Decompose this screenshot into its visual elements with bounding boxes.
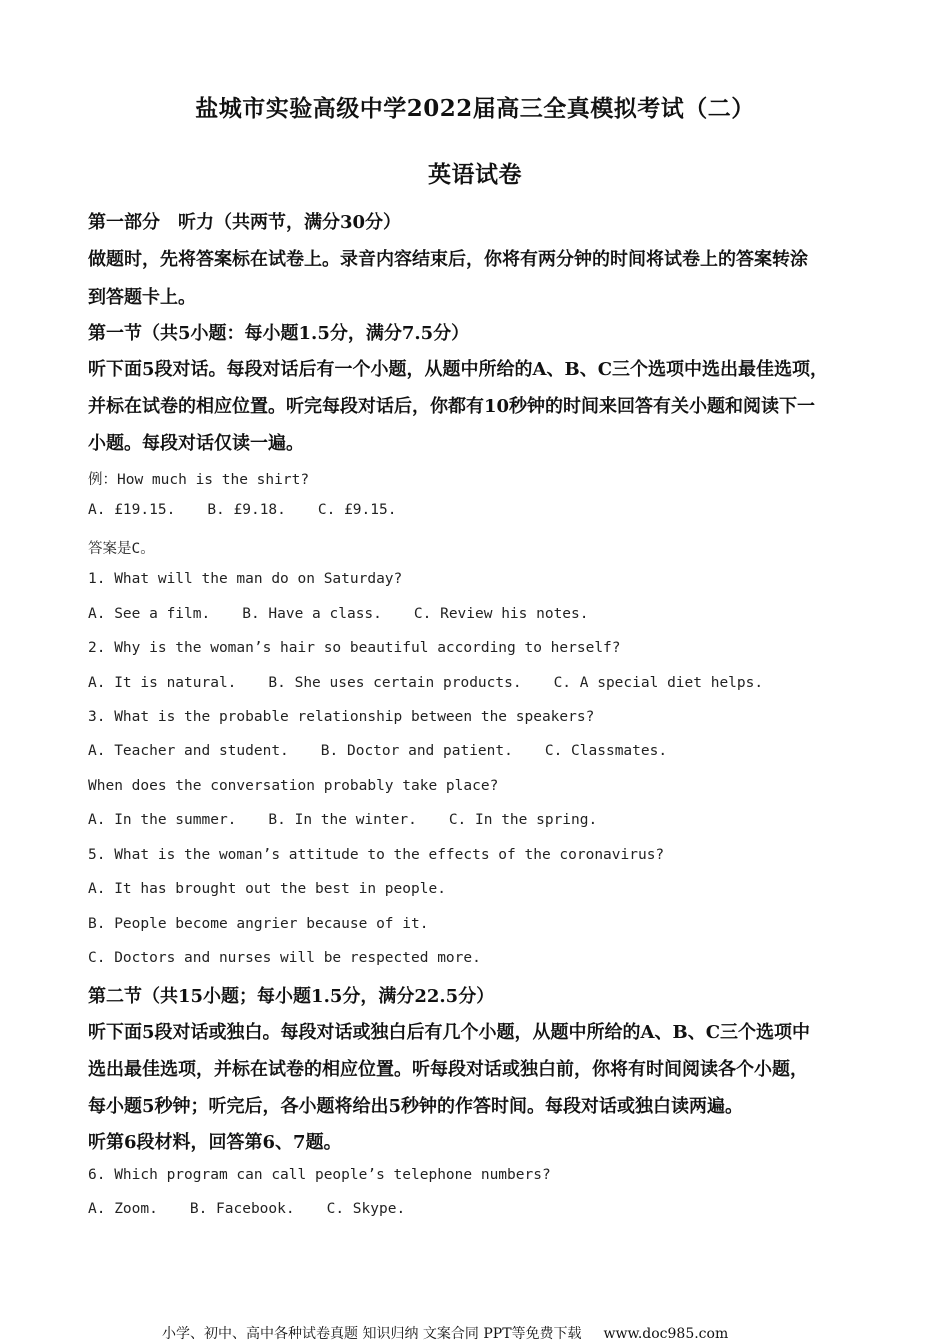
- option-c: C. Skype.: [326, 1201, 406, 1217]
- question-3: 3. What is the probable relationship between the speakers?: [88, 709, 595, 725]
- exam-subtitle: 英语试卷: [428, 161, 522, 188]
- option-b: B. She uses certain products.: [268, 675, 522, 691]
- option-b: B. Have a class.: [242, 606, 382, 622]
- option-a: A. In the summer.: [88, 812, 237, 828]
- question-5: 5. What is the woman’s attitude to the effects of the coronavirus?: [88, 847, 665, 863]
- option-a: A. Zoom.: [88, 1201, 158, 1217]
- question-6: 6. Which program can call people’s telephone numbers?: [88, 1167, 551, 1183]
- question-4: When does the conversation probably take place?: [88, 778, 499, 794]
- option-c: C. A special diet helps.: [553, 675, 764, 691]
- option-b: B. Doctor and patient.: [320, 743, 513, 759]
- question-2-options: [88, 675, 795, 691]
- question-3-options: [88, 743, 699, 759]
- footer-url[interactable]: www.doc985.com: [603, 1326, 729, 1342]
- question-4-options: [88, 812, 629, 828]
- footer-text: 小学、初中、高中各种试卷真题 知识归纳 文案合同 PPT等免费下载: [162, 1326, 582, 1342]
- example-question: 例：How much is the shirt?: [88, 472, 310, 488]
- page-footer: [162, 1323, 728, 1343]
- part1-heading: 第一部分 听力（共两节，满分30分）: [88, 212, 402, 233]
- section1-instruction-line: 并标在试卷的相应位置。听完每段对话后，你都有10秒钟的时间来回答有关小题和阅读下一: [88, 396, 816, 417]
- section1-instruction-line: 小题。每段对话仅读一遍。: [88, 433, 304, 454]
- option-a: A. Teacher and student.: [88, 743, 289, 759]
- question-5-option-c: C. Doctors and nurses will be respected more.: [88, 950, 481, 966]
- option-b: B. Facebook.: [189, 1201, 295, 1217]
- option-c: C. In the spring.: [448, 812, 598, 828]
- option-b: B. £9.18.: [207, 502, 286, 518]
- option-c: C. £9.15.: [317, 502, 397, 518]
- section1-instruction-line: 听下面5段对话。每段对话后有一个小题，从题中所给的A、B、C三个选项中选出最佳选项，: [88, 359, 829, 380]
- section2-instruction-line: 听下面5段对话或独白。每段对话或独白后有几个小题，从题中所给的A、B、C三个选项中: [88, 1022, 811, 1043]
- question-1-options: [88, 606, 621, 622]
- option-a: A. See a film.: [88, 606, 211, 622]
- section2-heading: 第二节（共15小题；每小题1.5分，满分22.5分）: [88, 986, 495, 1007]
- part1-instruction-line: 做题时，先将答案标在试卷上。录音内容结束后，你将有两分钟的时间将试卷上的答案转涂: [88, 249, 808, 270]
- section2-instruction-line: 每小题5秒钟；听完后，各小题将给出5秒钟的作答时间。每段对话或独白读两遍。: [88, 1096, 744, 1117]
- material-6-heading: 听第6段材料，回答第6、7题。: [88, 1132, 342, 1153]
- part1-instruction-line: 到答题卡上。: [88, 287, 196, 308]
- section2-instruction-line: 选出最佳选项，并标在试卷的相应位置。听每段对话或独白前，你将有时间阅读各个小题，: [88, 1059, 808, 1080]
- example-answer: 答案是C。: [88, 541, 155, 557]
- question-2: 2. Why is the woman’s hair so beautiful according to herself?: [88, 640, 621, 656]
- option-c: C. Classmates.: [544, 743, 668, 759]
- question-6-options: [88, 1201, 437, 1217]
- example-options: [88, 502, 428, 518]
- exam-title: 盐城市实验高级中学2022届高三全真模拟考试（二）: [195, 95, 755, 122]
- question-5-option-b: B. People become angrier because of it.: [88, 916, 429, 932]
- section1-heading: 第一节（共5小题：每小题1.5分，满分7.5分）: [88, 323, 470, 344]
- option-c: C. Review his notes.: [413, 606, 589, 622]
- option-b: B. In the winter.: [268, 812, 417, 828]
- option-a: A. It is natural.: [88, 675, 237, 691]
- question-1: 1. What will the man do on Saturday?: [88, 571, 403, 587]
- question-5-option-a: A. It has brought out the best in people.: [88, 881, 446, 897]
- option-a: A. £19.15.: [88, 502, 176, 518]
